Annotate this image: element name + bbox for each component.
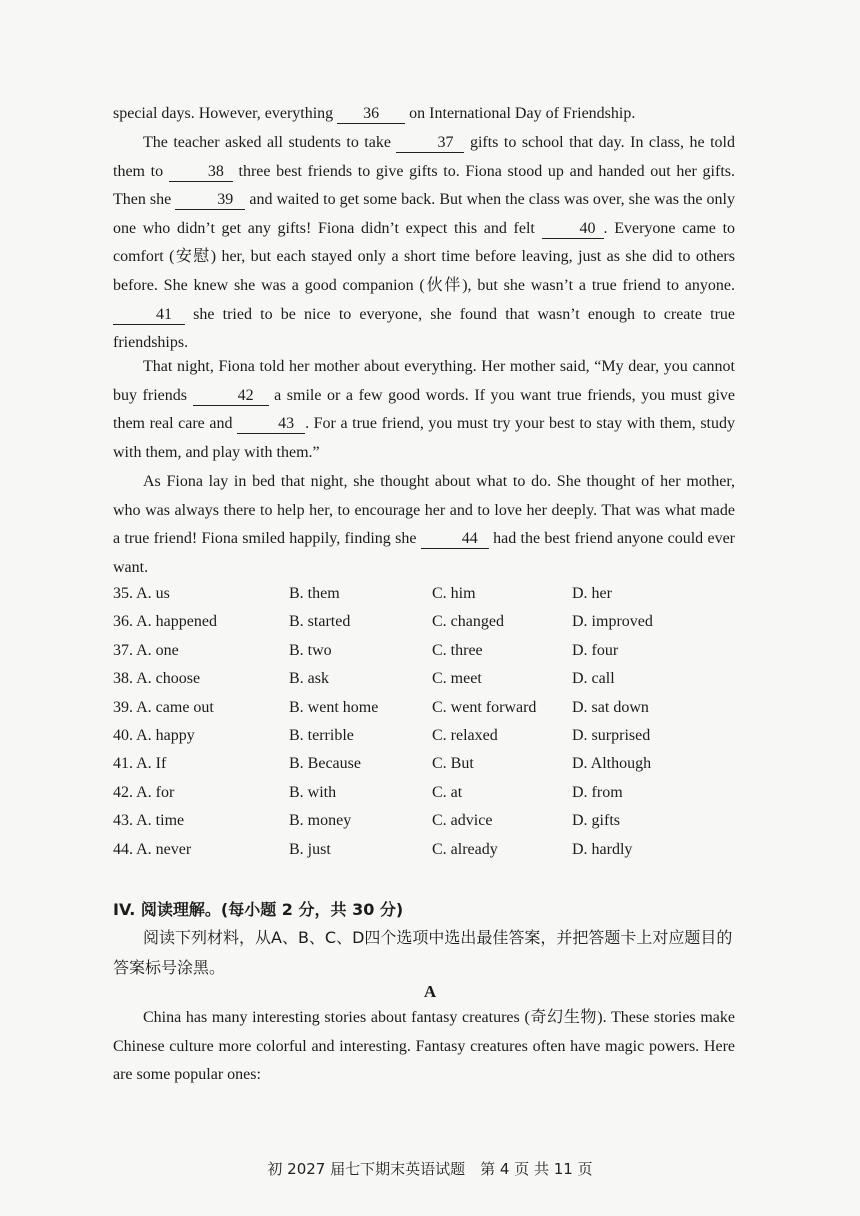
story-paragraph-1	[113, 129, 735, 358]
blank-37: 37	[396, 134, 464, 153]
option-a: 35. A. us	[113, 585, 170, 602]
option-b: B. ask	[289, 670, 329, 688]
blank-41: 41	[113, 306, 185, 325]
story-text: The teacher asked all students to take	[143, 134, 397, 151]
story-text: . For a true friend, you must try your best to stay with them, study with them, and play with them.”	[113, 415, 736, 461]
option-d: D. her	[572, 585, 612, 602]
blank-39: 39	[175, 191, 245, 210]
page-footer: 初 2027 届七下期末英语试题 第 4 页 共 11 页	[267, 1160, 593, 1178]
option-b: B. terrible	[289, 726, 354, 744]
blank-40: 40	[542, 220, 604, 239]
story-text: That night, Fiona told her mother about everything. Her mother said, “My dear, you cannot buy friends	[113, 358, 735, 404]
option-c: C. three	[432, 641, 483, 659]
option-a: 42. A. for	[113, 783, 175, 801]
option-b: B. started	[289, 613, 351, 631]
story-text: she tried to be nice to everyone, she found that wasn’t enough to create true friendships.	[113, 305, 735, 352]
option-d: D. surprised	[572, 726, 651, 744]
option-c: C. at	[432, 783, 463, 801]
blank-38: 38	[169, 163, 233, 182]
option-row-35	[113, 583, 735, 611]
option-row-40	[113, 725, 735, 753]
option-d: D. sat down	[572, 698, 649, 716]
option-c: C. meet	[432, 670, 482, 688]
option-d: D. improved	[572, 613, 653, 631]
story-paragraph-0	[113, 100, 735, 129]
story-text: on International Day of Friendship.	[405, 105, 636, 122]
option-a: 43. A. time	[113, 812, 185, 830]
story-text: special days. However, everything	[113, 105, 338, 122]
options-list	[113, 583, 735, 867]
option-b: B. went home	[289, 698, 379, 716]
option-a: 44. A. never	[113, 840, 192, 858]
story-paragraph-3	[113, 468, 735, 582]
option-row-42	[113, 782, 735, 810]
option-row-41	[113, 753, 735, 781]
option-b: B. just	[289, 840, 331, 858]
option-row-37	[113, 640, 735, 668]
option-c: C. changed	[432, 613, 504, 631]
blank-36: 36	[337, 105, 405, 124]
option-row-44	[113, 839, 735, 867]
option-c: C. advice	[432, 812, 493, 830]
option-a: 38. A. choose	[113, 670, 201, 688]
option-a: 39. A. came out	[113, 698, 214, 716]
option-row-36	[113, 611, 735, 639]
option-row-43	[113, 810, 735, 838]
option-b: B. money	[289, 812, 352, 830]
option-c: C. went forward	[432, 698, 537, 716]
option-c: C. relaxed	[432, 726, 498, 744]
option-row-38	[113, 668, 735, 696]
passage-label: A	[423, 982, 437, 1001]
blank-44: 44	[421, 530, 489, 549]
option-d: D. hardly	[572, 840, 633, 858]
option-a: 41. A. If	[113, 755, 167, 773]
blank-42: 42	[193, 387, 269, 406]
option-d: D. four	[572, 641, 619, 659]
option-d: D. from	[572, 783, 623, 801]
option-c: C. already	[432, 840, 498, 858]
option-d: D. Although	[572, 755, 652, 773]
option-c: C. But	[432, 755, 474, 773]
option-a: 36. A. happened	[113, 613, 217, 631]
story-text: and waited to get some back. But when the class was over, she was the only one who didn’t get any gifts! Fiona didn’t expect this and felt	[113, 191, 736, 237]
story-text: gifts to school that day. In class, he told them to	[113, 134, 736, 180]
option-d: D. gifts	[572, 812, 620, 830]
option-a: 40. A. happy	[113, 726, 195, 744]
story-text: three best friends to give gifts to. Fiona stood up and handed out her gifts. Then she	[113, 162, 736, 209]
option-b: B. them	[289, 585, 340, 602]
story-text: a smile or a few good words. If you want true friends, you must give them real care and	[113, 386, 736, 433]
option-row-39	[113, 697, 735, 725]
option-b: B. with	[289, 783, 337, 801]
story-text: had the best friend anyone could ever want.	[113, 530, 736, 576]
section-instruction: 阅读下列材料，从A、B、C、D四个选项中选出最佳答案，并把答题卡上对应题目的答案标号涂黑。	[113, 928, 733, 977]
story-text: . Everyone came to comfort (安慰) her, but each stayed only a short time before leaving, just as she did to others before. She knew she was a good companion (伙伴), but she wasn’t a true friend to anyone.	[113, 219, 736, 294]
option-a: 37. A. one	[113, 641, 179, 659]
option-c: C. him	[432, 585, 476, 602]
option-b: B. two	[289, 641, 332, 659]
story-paragraph-2	[113, 353, 735, 467]
section-title: IV. 阅读理解。(每小题 2 分，共 30 分)	[113, 900, 404, 919]
option-b: B. Because	[289, 755, 361, 773]
option-d: D. call	[572, 670, 615, 688]
blank-43: 43	[237, 415, 305, 434]
story-text: As Fiona lay in bed that night, she thought about what to do. She thought of her mother, who was always there to help her, to encourage her and to love her deeply. That was what made a true friend! Fiona smiled happily, finding she	[113, 473, 735, 548]
passage-a-text: China has many interesting stories about fantasy creatures (奇幻生物). These stories make Chinese culture more colorful and interesting. Fantasy creatures often have magic powers. Here are some popular ones:	[113, 1009, 735, 1084]
